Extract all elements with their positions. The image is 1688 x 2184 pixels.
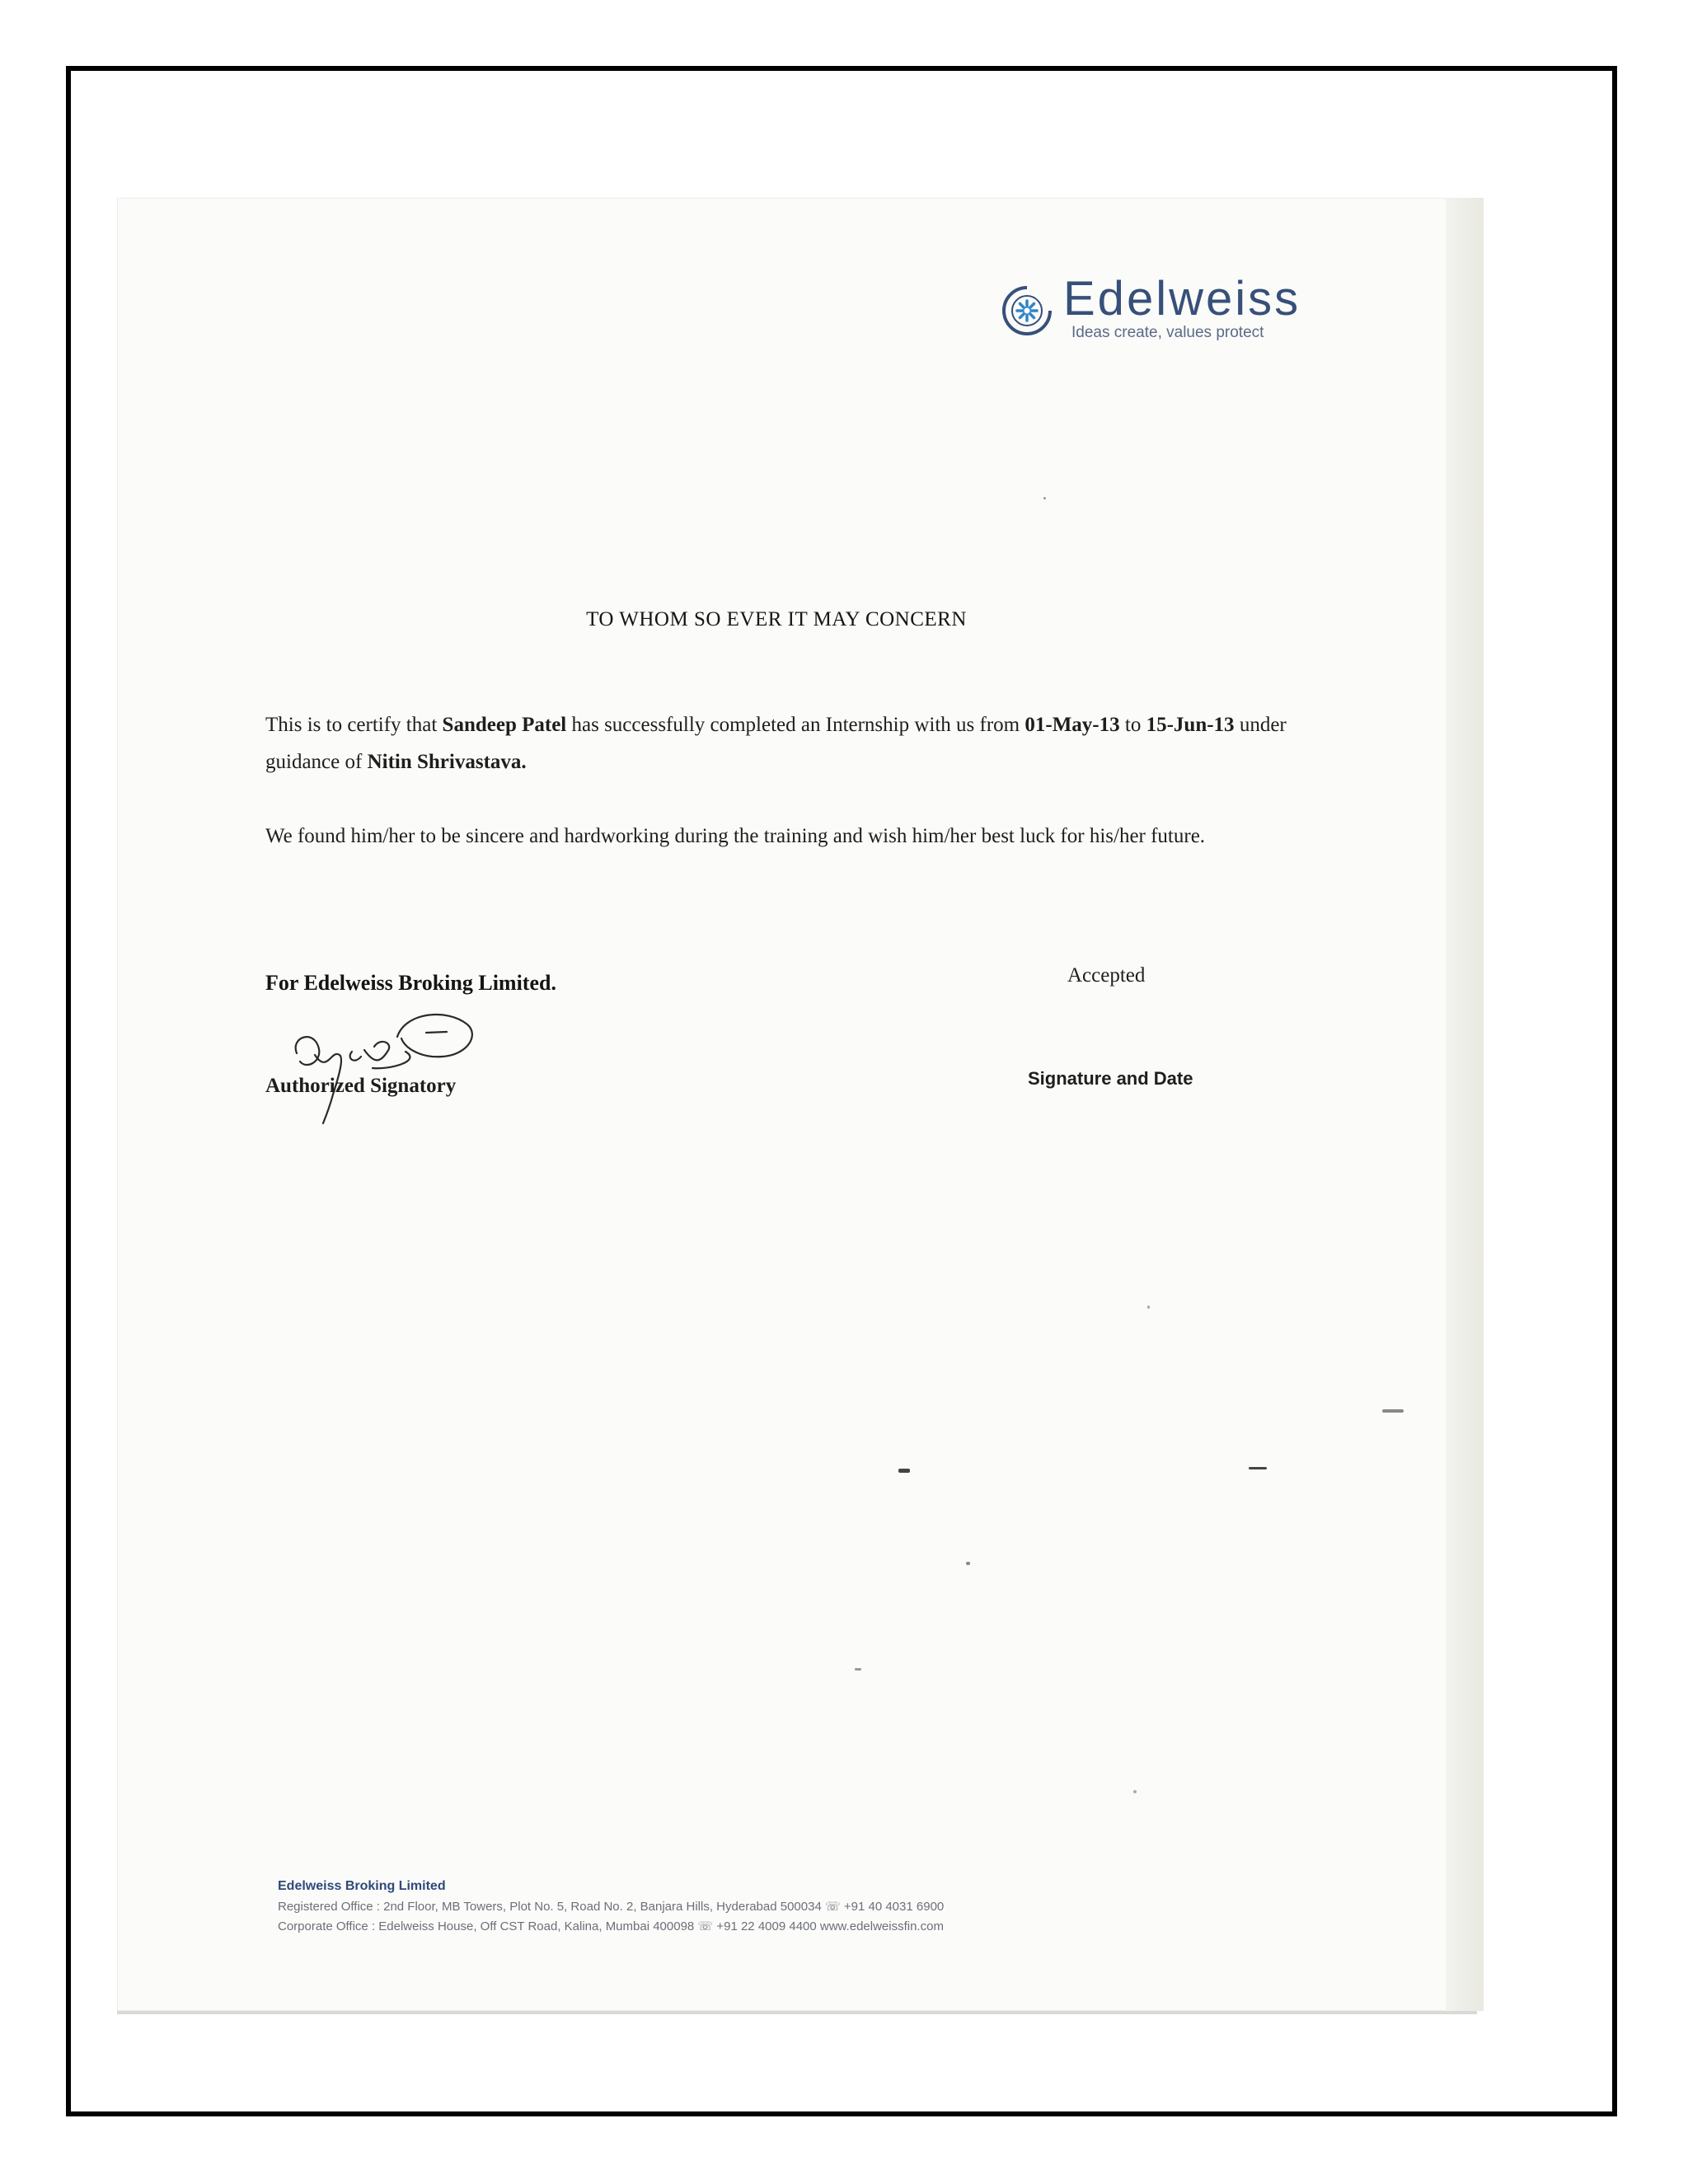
guide-name: Nitin Shrivastava. <box>367 751 527 773</box>
footer-company-name: Edelweiss Broking Limited <box>278 1879 446 1893</box>
certificate-paragraph <box>265 706 1329 780</box>
scan-speck <box>966 1562 970 1565</box>
authorized-signatory-label: Authorized Signatory <box>265 1075 457 1097</box>
footer-corporate-office: Corporate Office : Edelweiss House, Off CST Road, Kalina, Mumbai 400098 ☏ +91 22 4009 4400 www.edelweissfin.com <box>278 1919 944 1933</box>
signature-and-date-label: Signature and Date <box>1028 1068 1193 1089</box>
paper-edge <box>1446 198 1484 2011</box>
scanned-letter <box>117 198 1477 2011</box>
logo-tagline: Ideas create, values protect <box>1071 324 1264 341</box>
letterhead-footer <box>278 1879 944 1937</box>
edelweiss-flower-icon <box>999 283 1055 339</box>
scan-speck <box>1147 1305 1150 1309</box>
paper-bottom-edge <box>117 2011 1477 2014</box>
logo-wordmark: Edelweiss <box>1063 272 1301 326</box>
scan-speck <box>855 1668 861 1671</box>
scan-speck <box>898 1469 910 1473</box>
for-company-line: For Edelweiss Broking Limited. <box>265 971 556 995</box>
scan-speck <box>1133 1790 1137 1793</box>
edelweiss-logo <box>999 272 1444 342</box>
text-run: has successfully completed an Internship with us from <box>566 714 1025 736</box>
start-date: 01-May-13 <box>1025 714 1120 736</box>
intern-name: Sandeep Patel <box>442 714 567 736</box>
handwritten-signature <box>282 1004 496 1127</box>
text-run: to <box>1119 714 1146 736</box>
appreciation-paragraph: We found him/her to be sincere and hardworking during the training and wish him/her best luck for his/her future. <box>265 825 1206 847</box>
end-date: 15-Jun-13 <box>1146 714 1235 736</box>
footer-registered-office: Registered Office : 2nd Floor, MB Towers, Plot No. 5, Road No. 2, Banjara Hills, Hyderabad 500034 ☏ +91 40 4031 6900 <box>278 1900 945 1914</box>
text-run: under guidance of <box>265 714 1287 773</box>
scan-speck <box>1249 1467 1267 1469</box>
letter-heading: TO WHOM SO EVER IT MAY CONCERN <box>586 608 967 630</box>
text-run: This is to certify that <box>265 714 443 736</box>
accepted-label: Accepted <box>1067 964 1146 987</box>
scan-speck <box>1382 1409 1404 1413</box>
scan-speck <box>1043 497 1046 499</box>
